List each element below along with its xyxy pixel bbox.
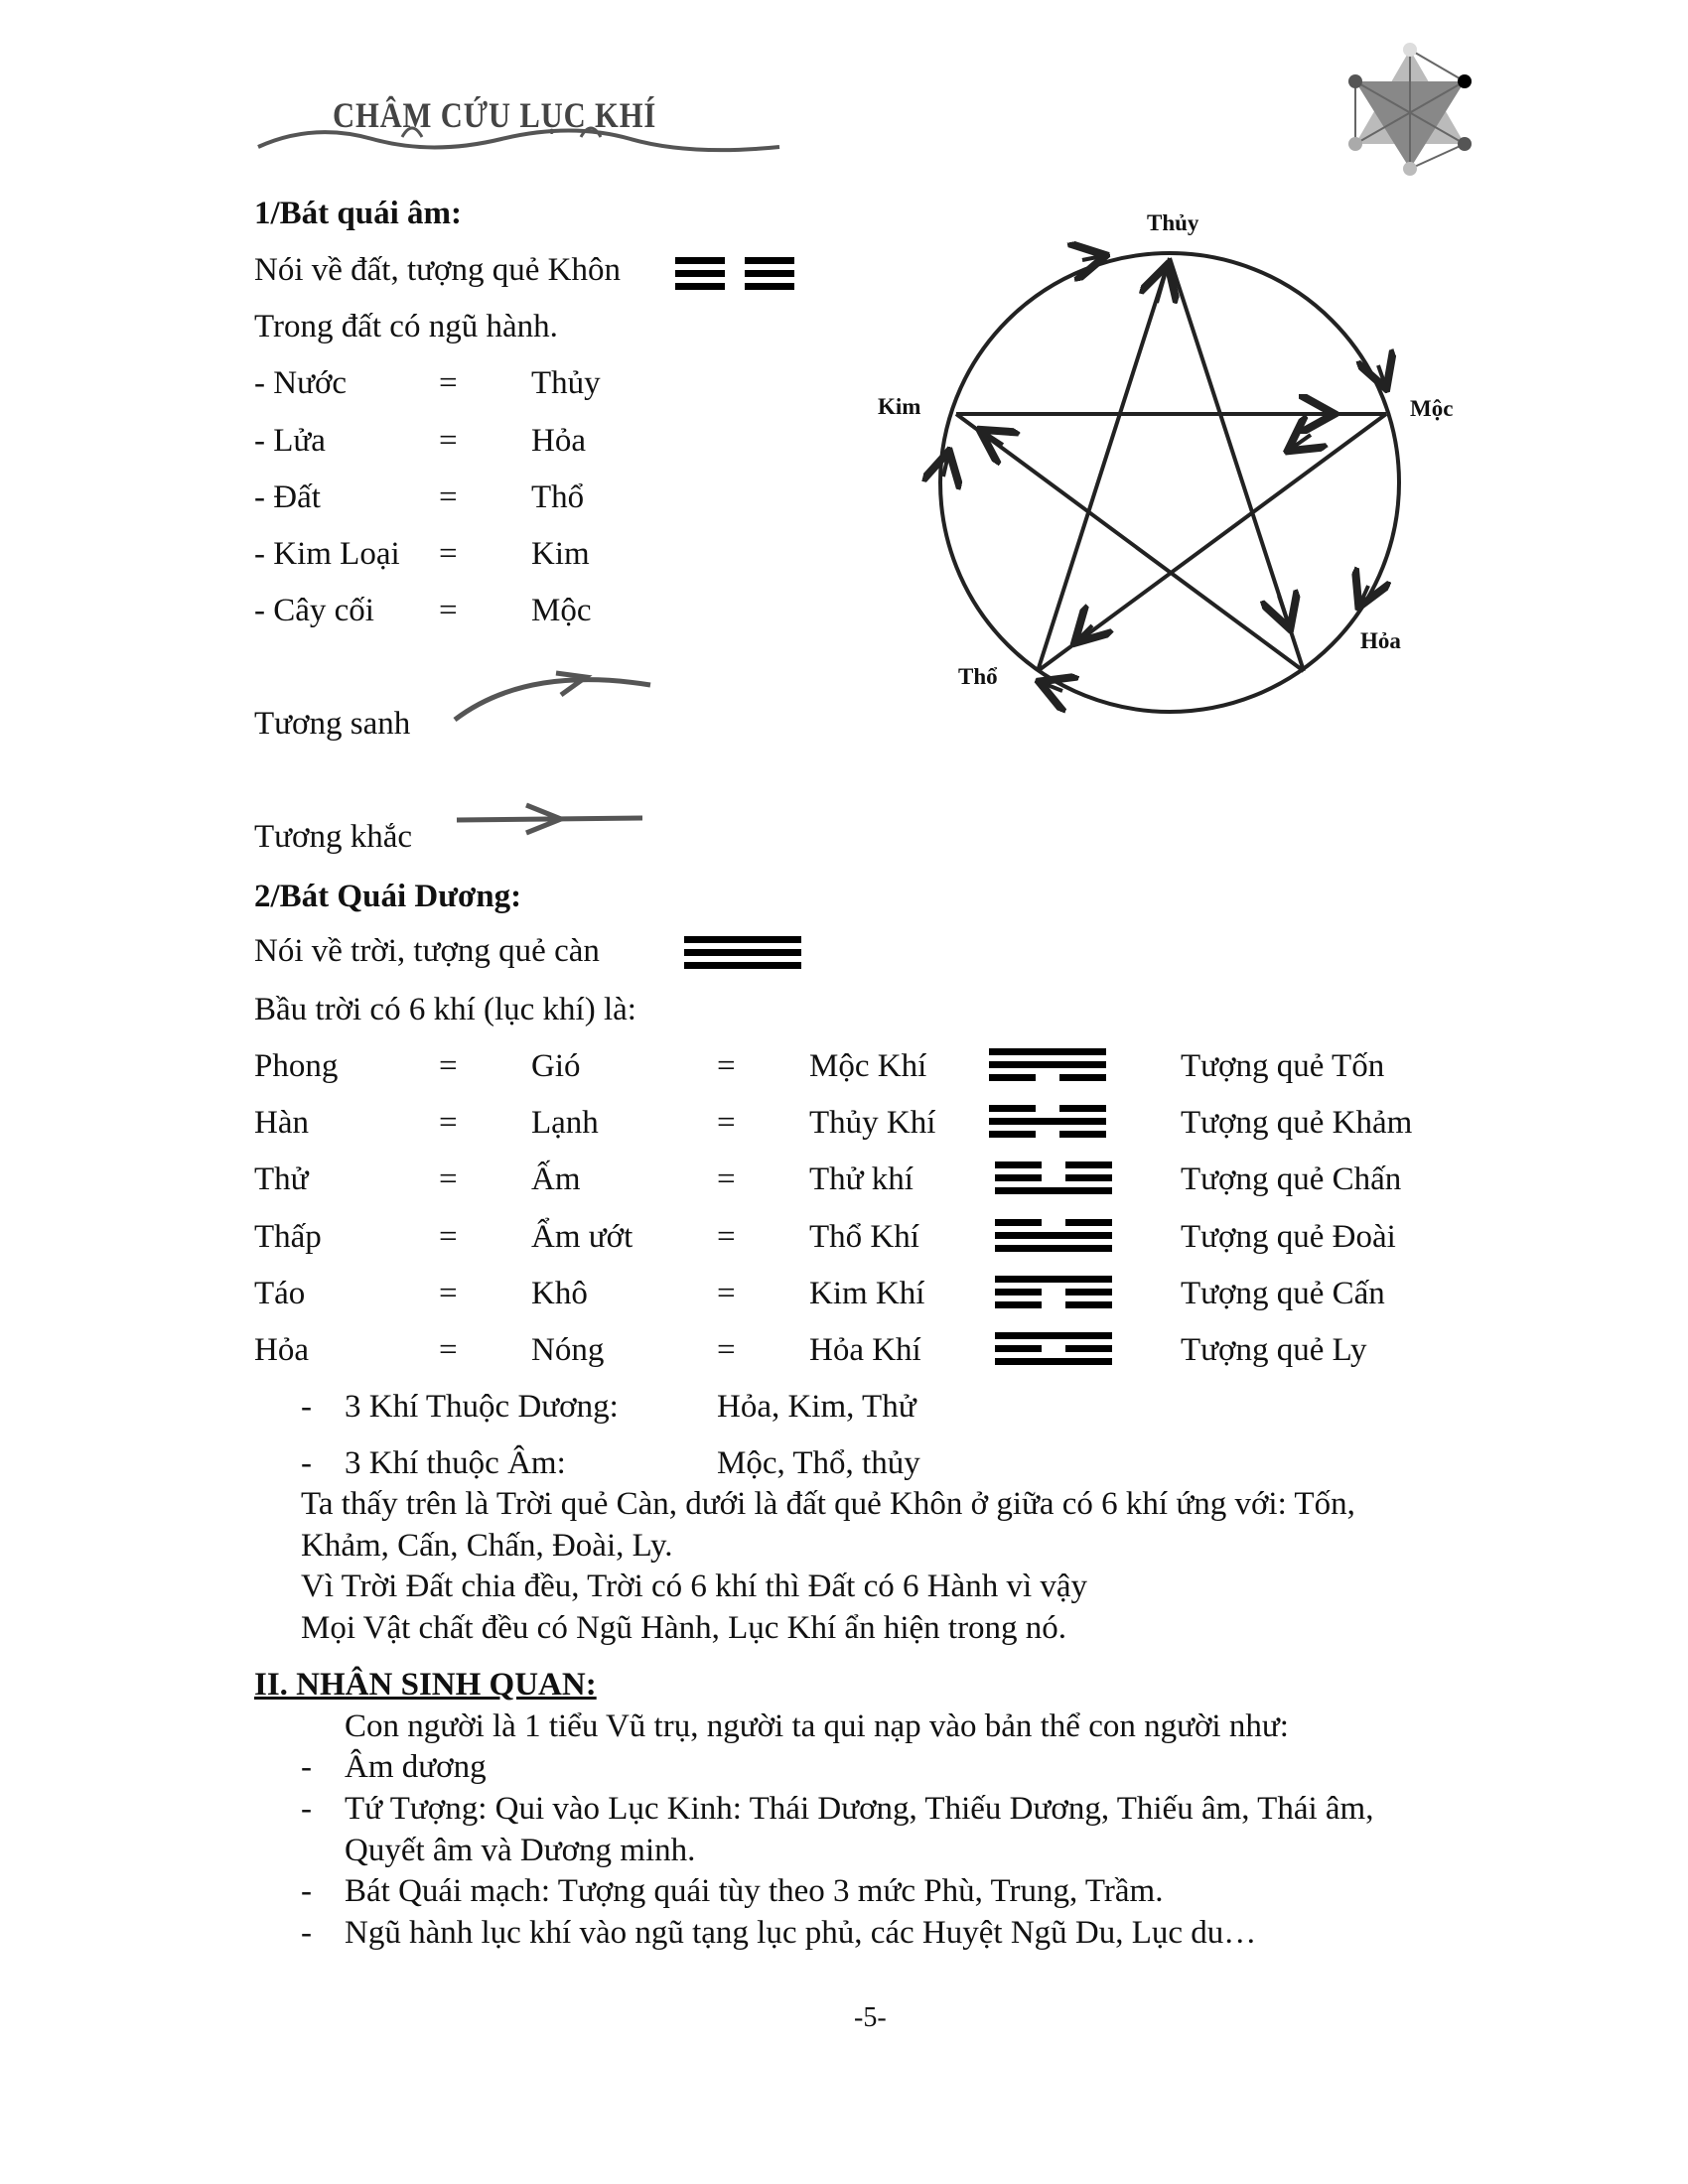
qi-meaning: Lạnh — [531, 1105, 599, 1142]
label-tho: Thổ — [958, 664, 998, 689]
khon-trigram-icon — [675, 257, 725, 296]
bullet-dash: - — [301, 1389, 312, 1425]
equals-sign: = — [717, 1218, 736, 1255]
equals-sign: = — [439, 1161, 458, 1198]
element-name: - Đất — [254, 479, 321, 515]
star-edge — [1038, 258, 1170, 671]
trigram-name: Tượng quẻ Đoài — [1181, 1218, 1396, 1255]
trigram-icon — [995, 1332, 1112, 1371]
equals-sign: = — [439, 593, 458, 628]
list-item: Quyết âm và Dương minh. — [345, 1833, 696, 1868]
qi-name: Hỏa — [254, 1332, 309, 1368]
star-edge — [956, 414, 1304, 671]
khon-trigram-icon — [745, 257, 794, 296]
tuong-khac-label: Tương khắc — [254, 819, 413, 855]
label-hoa: Hỏa — [1360, 628, 1401, 653]
list-dash: - — [301, 1873, 312, 1909]
qi-element: Thủy Khí — [809, 1105, 936, 1142]
equals-sign: = — [439, 1332, 458, 1368]
qi-meaning: Ẩm ướt — [531, 1218, 633, 1255]
trigram-icon — [995, 1219, 1112, 1258]
qi-meaning: Gió — [531, 1048, 581, 1084]
label-thuy: Thủy — [1147, 210, 1199, 235]
section2-line2: Bầu trời có 6 khí (lục khí) là: — [254, 992, 636, 1027]
header-ornament — [253, 117, 789, 157]
bullet-label: 3 Khí Thuộc Dương: — [345, 1389, 619, 1425]
bullet-value: Hỏa, Kim, Thử — [717, 1389, 916, 1425]
section3-intro: Con người là 1 tiểu Vũ trụ, người ta qui nạp vào bản thể con người như: — [345, 1708, 1289, 1744]
trigram-icon — [995, 1161, 1112, 1200]
equals-sign: = — [439, 536, 458, 572]
header-title: CHÂM CỨU LỤC KHÍ — [333, 95, 657, 135]
trigram-name: Tượng quẻ Chấn — [1181, 1161, 1402, 1198]
equals-sign: = — [439, 1218, 458, 1255]
equals-sign: = — [439, 479, 458, 515]
label-kim: Kim — [878, 394, 921, 419]
qi-element: Thổ Khí — [809, 1218, 919, 1255]
element-value: Kim — [531, 536, 590, 572]
qi-element: Kim Khí — [809, 1275, 925, 1311]
equals-sign: = — [717, 1275, 736, 1311]
equals-sign: = — [717, 1048, 736, 1084]
qi-meaning: Khô — [531, 1275, 588, 1311]
qi-meaning: Ấm — [531, 1161, 581, 1198]
trigram-name: Tượng quẻ Ly — [1181, 1332, 1367, 1368]
equals-sign: = — [439, 423, 458, 459]
element-name: - Lửa — [254, 423, 326, 459]
equals-sign: = — [439, 1048, 458, 1084]
list-item: Ngũ hành lục khí vào ngũ tạng lục phủ, các Huyệt Ngũ Du, Lục du… — [345, 1915, 1257, 1951]
section3-title: II. NHÂN SINH QUAN: — [254, 1667, 597, 1703]
equals-sign: = — [439, 1105, 458, 1142]
equals-sign: = — [717, 1105, 736, 1142]
trigram-name: Tượng quẻ Khảm — [1181, 1105, 1413, 1142]
section1-line1: Nói về đất, tượng quẻ Khôn — [254, 252, 621, 288]
element-name: - Nước — [254, 365, 348, 401]
qi-meaning: Nóng — [531, 1332, 605, 1368]
trigram-icon — [995, 1276, 1112, 1314]
qi-element: Thử khí — [809, 1161, 914, 1198]
element-value: Thủy — [531, 365, 601, 401]
list-dash: - — [301, 1749, 312, 1785]
equals-sign: = — [717, 1161, 736, 1198]
paragraph-line: Ta thấy trên là Trời quẻ Càn, dưới là đất quẻ Khôn ở giữa có 6 khí ứng với: Tốn, — [301, 1486, 1355, 1522]
qi-element: Hỏa Khí — [809, 1332, 921, 1368]
trigram-icon — [989, 1048, 1106, 1087]
element-name: - Kim Loại — [254, 536, 400, 572]
qi-name: Thử — [254, 1161, 309, 1198]
qi-name: Thấp — [254, 1218, 322, 1255]
section1-title: 1/Bát quái âm: — [254, 196, 463, 231]
label-moc: Mộc — [1410, 396, 1454, 421]
section1-line2: Trong đất có ngũ hành. — [254, 309, 558, 344]
section2-line1: Nói về trời, tượng quẻ càn — [254, 933, 600, 969]
list-item: Tứ Tượng: Qui vào Lục Kinh: Thái Dương, Thiếu Dương, Thiếu âm, Thái âm, — [345, 1791, 1374, 1827]
element-value: Mộc — [531, 593, 592, 628]
bullet-label: 3 Khí thuộc Âm: — [345, 1445, 566, 1481]
list-item: Bát Quái mạch: Tượng quái tùy theo 3 mức Phù, Trung, Trầm. — [345, 1873, 1164, 1909]
star-edge — [1038, 414, 1386, 671]
trigram-name: Tượng quẻ Cấn — [1181, 1275, 1385, 1311]
equals-sign: = — [439, 1275, 458, 1311]
qi-name: Táo — [254, 1275, 306, 1311]
element-value: Hỏa — [531, 423, 586, 459]
qi-name: Phong — [254, 1048, 339, 1084]
paragraph-line: Khảm, Cấn, Chấn, Đoài, Ly. — [301, 1527, 673, 1564]
bullet-dash: - — [301, 1445, 312, 1481]
qi-name: Hàn — [254, 1105, 309, 1142]
tuong-khac-arrow-icon — [452, 800, 650, 840]
list-dash: - — [301, 1791, 312, 1827]
qi-element: Mộc Khí — [809, 1048, 927, 1084]
can-trigram-icon — [684, 936, 801, 975]
section2-title: 2/Bát Quái Dương: — [254, 879, 522, 914]
trigram-name: Tượng quẻ Tốn — [1181, 1048, 1385, 1084]
paragraph-line: Mọi Vật chất đều có Ngũ Hành, Lục Khí ẩn hiện trong nó. — [301, 1610, 1067, 1647]
tuong-sanh-arrow-icon — [447, 655, 665, 735]
bullet-value: Mộc, Thổ, thủy — [717, 1445, 920, 1481]
equals-sign: = — [439, 365, 458, 401]
page-number: -5- — [854, 2002, 887, 2033]
list-item: Âm dương — [345, 1749, 487, 1785]
equals-sign: = — [717, 1332, 736, 1368]
trigram-icon — [989, 1105, 1106, 1144]
list-dash: - — [301, 1915, 312, 1951]
star-logo-icon — [1336, 40, 1484, 179]
paragraph-line: Vì Trời Đất chia đều, Trời có 6 khí thì Đất có 6 Hành vì vậy — [301, 1569, 1088, 1605]
tuong-sanh-label: Tương sanh — [254, 706, 411, 742]
element-name: - Cây cối — [254, 593, 374, 628]
element-value: Thổ — [531, 479, 585, 515]
generation-cycle-circle — [940, 253, 1399, 712]
